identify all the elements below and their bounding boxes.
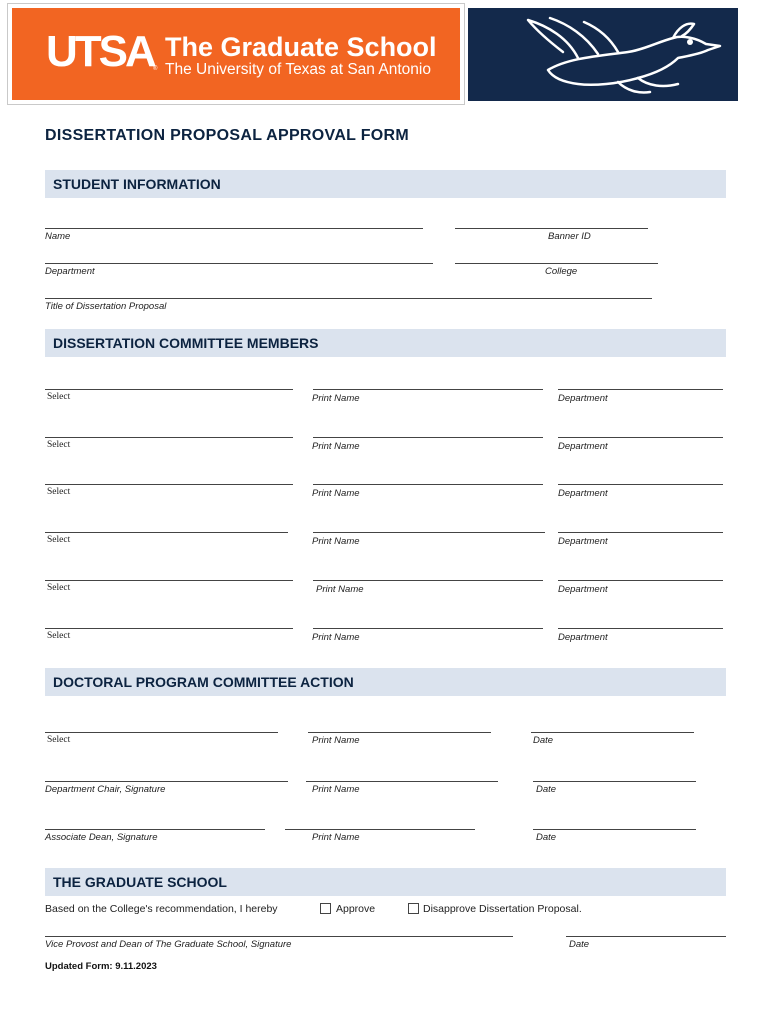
section-heading: DOCTORAL PROGRAM COMMITTEE ACTION: [53, 674, 354, 690]
committee-print-name-field[interactable]: [313, 532, 545, 533]
program-action-section-header: [45, 668, 726, 696]
date-label: Date: [536, 832, 557, 843]
vice-provost-signature-label: Vice Provost and Dean of The Graduate School, Signature: [45, 939, 292, 950]
select-label: Select: [47, 440, 71, 450]
committee-print-name-field[interactable]: [313, 628, 543, 629]
mascot-banner: [468, 8, 738, 101]
program-print-name-field[interactable]: [308, 732, 491, 733]
graduate-school-section-header: [45, 868, 726, 896]
associate-dean-signature-field[interactable]: [45, 829, 265, 830]
select-label: Select: [47, 631, 71, 641]
department-label: Department: [558, 488, 608, 499]
trademark-mark: ®: [153, 66, 158, 72]
date-label: Date: [569, 939, 590, 950]
committee-department-field[interactable]: [558, 532, 723, 533]
program-date-field[interactable]: [533, 781, 696, 782]
committee-role-select[interactable]: [45, 437, 293, 438]
recommendation-statement: Based on the College's recommendation, I hereby: [45, 903, 278, 915]
program-role-select[interactable]: [45, 732, 278, 733]
approve-label: Approve: [336, 903, 376, 915]
committee-department-field[interactable]: [558, 580, 723, 581]
dissertation-title-label: Title of Dissertation Proposal: [45, 301, 167, 312]
print-name-label: Print Name: [312, 784, 360, 795]
committee-role-select[interactable]: [45, 389, 293, 390]
print-name-label: Print Name: [312, 536, 360, 547]
program-print-name-field[interactable]: [285, 829, 475, 830]
print-name-label: Print Name: [312, 393, 360, 404]
committee-print-name-field[interactable]: [313, 580, 543, 581]
banner-id-field[interactable]: [455, 228, 648, 229]
college-label: College: [545, 266, 578, 277]
print-name-label: Print Name: [312, 632, 360, 643]
select-label: Select: [47, 535, 71, 545]
committee-department-field[interactable]: [558, 484, 723, 485]
program-date-field[interactable]: [533, 829, 696, 830]
disapprove-checkbox[interactable]: [408, 903, 419, 914]
name-field[interactable]: [45, 228, 423, 229]
committee-section-header: [45, 329, 726, 357]
committee-department-field[interactable]: [558, 628, 723, 629]
select-label: Select: [47, 392, 71, 402]
committee-print-name-field[interactable]: [313, 389, 543, 390]
print-name-label: Print Name: [312, 832, 360, 843]
date-label: Date: [536, 784, 557, 795]
logo-background: [12, 8, 460, 100]
committee-print-name-field[interactable]: [313, 484, 543, 485]
department-chair-signature-label: Department Chair, Signature: [45, 784, 166, 795]
select-label: Select: [47, 487, 71, 497]
program-date-field[interactable]: [531, 732, 694, 733]
department-chair-signature-field[interactable]: [45, 781, 288, 782]
committee-role-select[interactable]: [45, 532, 288, 533]
committee-print-name-field[interactable]: [313, 437, 543, 438]
vice-provost-signature-field[interactable]: [45, 936, 513, 937]
department-label: Department: [558, 632, 608, 643]
department-label: Department: [558, 536, 608, 547]
form-title: DISSERTATION PROPOSAL APPROVAL FORM: [45, 127, 410, 144]
print-name-label: Print Name: [312, 441, 360, 452]
date-label: Date: [533, 735, 554, 746]
approve-checkbox[interactable]: [320, 903, 331, 914]
committee-role-select[interactable]: [45, 580, 293, 581]
updated-form-date: Updated Form: 9.11.2023: [45, 961, 157, 972]
graduate-school-logo-banner: [7, 3, 465, 105]
banner-id-label: Banner ID: [548, 231, 591, 242]
print-name-label: Print Name: [312, 735, 360, 746]
school-subtitle: The University of Texas at San Antonio: [165, 61, 431, 78]
associate-dean-signature-label: Associate Dean, Signature: [45, 832, 158, 843]
dissertation-title-field[interactable]: [45, 298, 652, 299]
vice-provost-date-field[interactable]: [566, 936, 726, 937]
print-name-label: Print Name: [316, 584, 364, 595]
utsa-logo-text: UTSA: [46, 27, 154, 76]
college-field[interactable]: [455, 263, 658, 264]
name-label: Name: [45, 231, 71, 242]
department-field[interactable]: [45, 263, 433, 264]
student-info-section-header: [45, 170, 726, 198]
roadrunner-icon: [468, 8, 738, 101]
school-title: The Graduate School: [165, 32, 437, 62]
committee-department-field[interactable]: [558, 389, 723, 390]
select-label: Select: [47, 735, 71, 745]
committee-department-field[interactable]: [558, 437, 723, 438]
program-print-name-field[interactable]: [306, 781, 498, 782]
committee-role-select[interactable]: [45, 628, 293, 629]
section-heading: STUDENT INFORMATION: [53, 176, 221, 192]
department-label: Department: [45, 266, 95, 277]
section-heading: DISSERTATION COMMITTEE MEMBERS: [53, 335, 319, 351]
print-name-label: Print Name: [312, 488, 360, 499]
department-label: Department: [558, 393, 608, 404]
department-label: Department: [558, 584, 608, 595]
select-label: Select: [47, 583, 71, 593]
disapprove-label: Disapprove Dissertation Proposal.: [423, 903, 582, 915]
department-label: Department: [558, 441, 608, 452]
committee-role-select[interactable]: [45, 484, 293, 485]
section-heading: THE GRADUATE SCHOOL: [53, 874, 227, 890]
